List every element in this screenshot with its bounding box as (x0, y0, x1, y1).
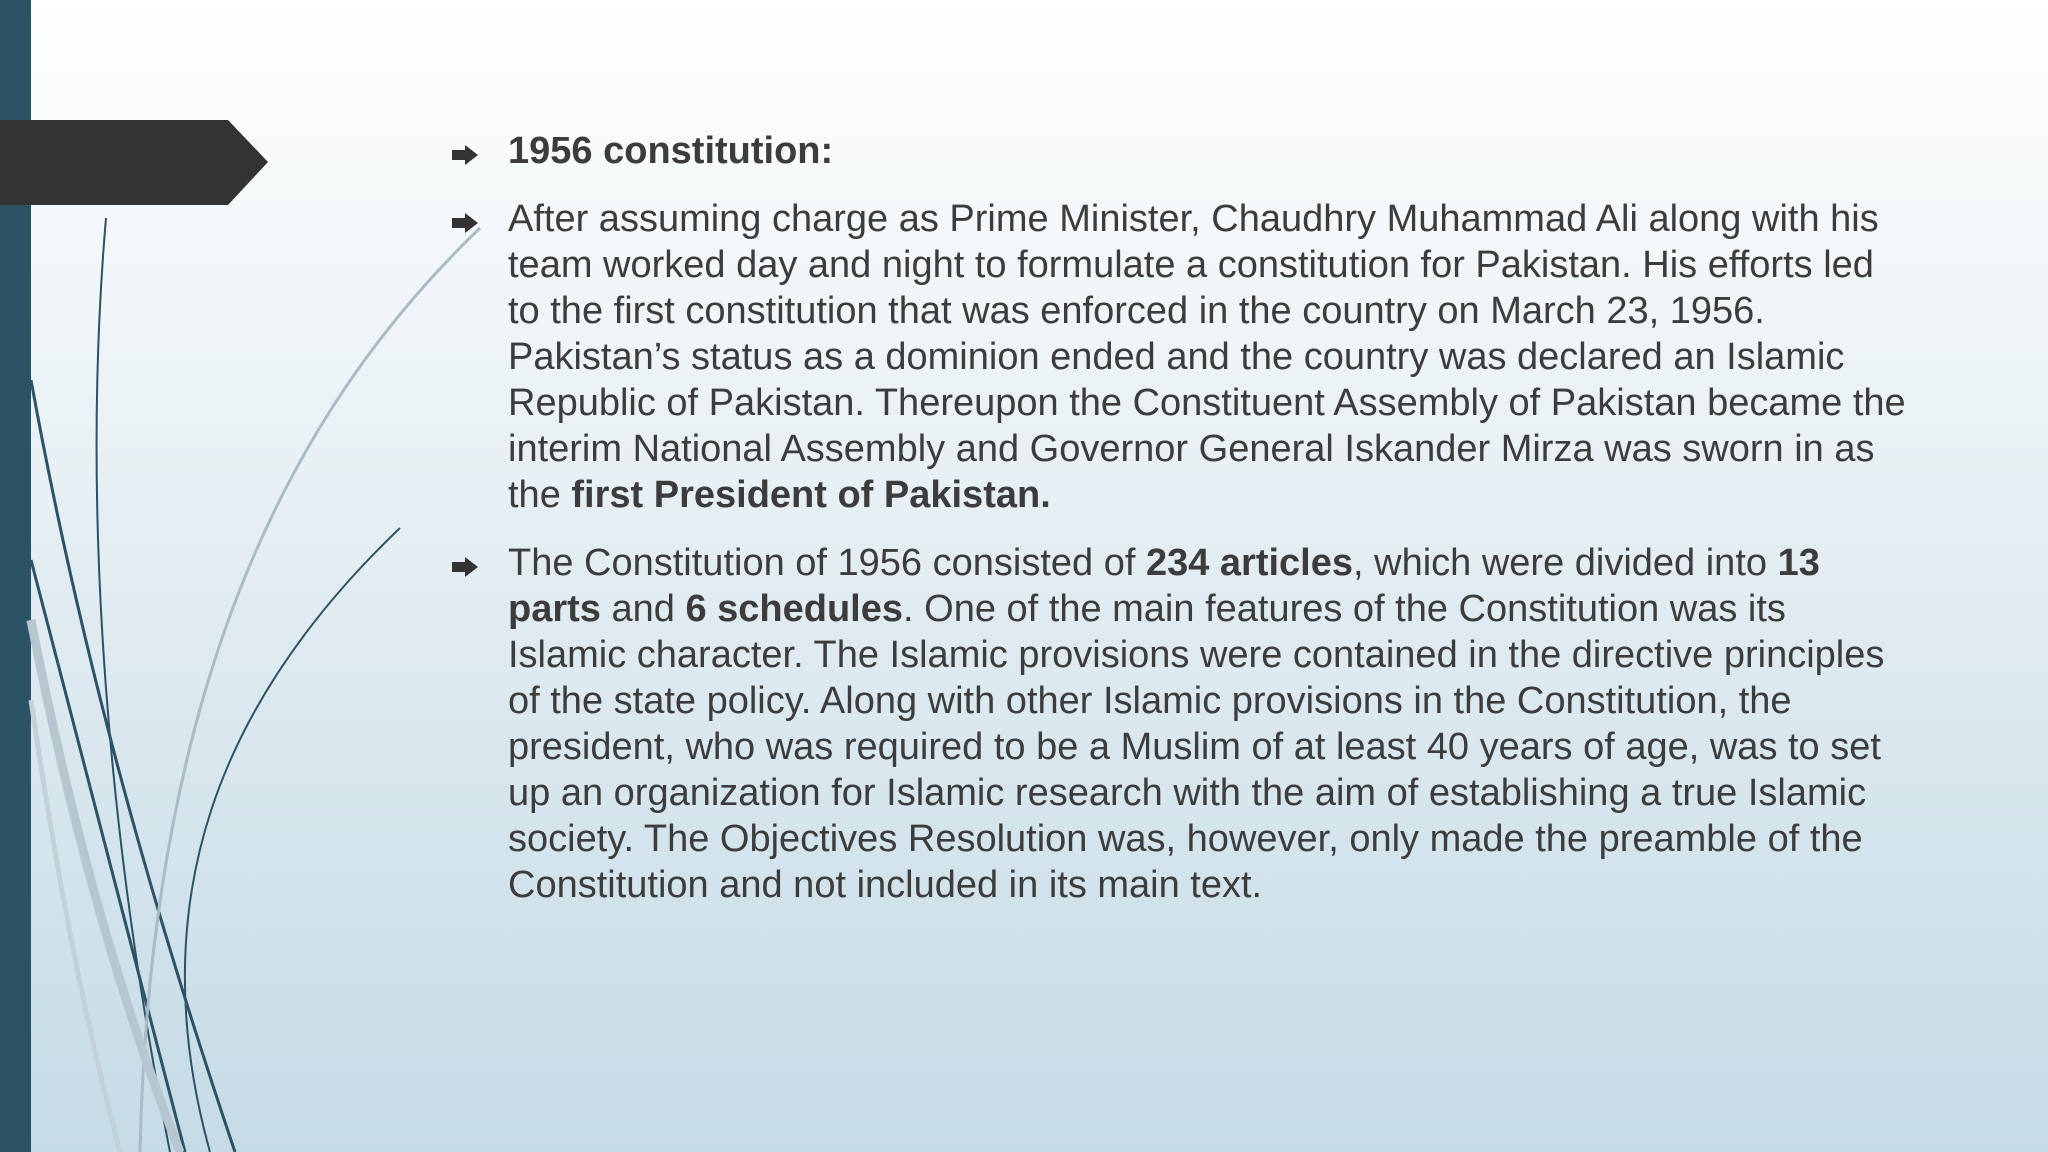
arrow-right-icon (450, 144, 480, 166)
paragraph-2-bold-parts: 13 parts (508, 542, 1820, 630)
paragraph-1-text (508, 196, 1910, 518)
paragraph-2-bold-schedules: 6 schedules (685, 588, 904, 630)
paragraph-2-text (508, 540, 1910, 908)
heading-text: 1956 constitution: (508, 130, 834, 172)
bullet-paragraph-2 (450, 540, 1910, 908)
paragraph-2-part-4: . One of the main features of the Constitution was its Islamic character. The Islamic provisions were contained in the directive principles of the state policy. Along with other Islamic provisions in the Constitution, the president, who was required to be a Muslim of at least 40 years of age, was to set up an organization for Islamic research with the aim of establishing a true Islamic society. The Objectives Resolution was, however, only made the preamble of the Constitution and not included in its main text. (508, 588, 1885, 906)
slide-content (450, 128, 1910, 930)
title-tab-shape (0, 120, 268, 205)
arrow-right-icon (450, 556, 480, 578)
bullet-heading (450, 128, 1910, 174)
paragraph-1-bold: first President of Pakistan. (571, 474, 1051, 516)
paragraph-1-body: After assuming charge as Prime Minister, Chaudhry Muhammad Ali along with his team worked day and night to formulate a constitution for Pakistan. His efforts led to the first constitution that was enforced in the country on March 23, 1956. Pakistan’s status as a dominion ended and the country was declared an Islamic Republic of Pakistan. Thereupon the Constituent Assembly of Pakistan became the interim National Assembly and Governor General Iskander Mirza was sworn in as the (508, 198, 1906, 516)
paragraph-2-part-1: The Constitution of 1956 consisted of (508, 542, 1146, 584)
bullet-paragraph-1 (450, 196, 1910, 518)
arrow-right-icon (450, 212, 480, 234)
paragraph-2-part-3: and (600, 588, 686, 630)
paragraph-2-bold-articles: 234 articles (1145, 542, 1354, 584)
paragraph-2-part-2: , which were divided into (1353, 542, 1778, 584)
